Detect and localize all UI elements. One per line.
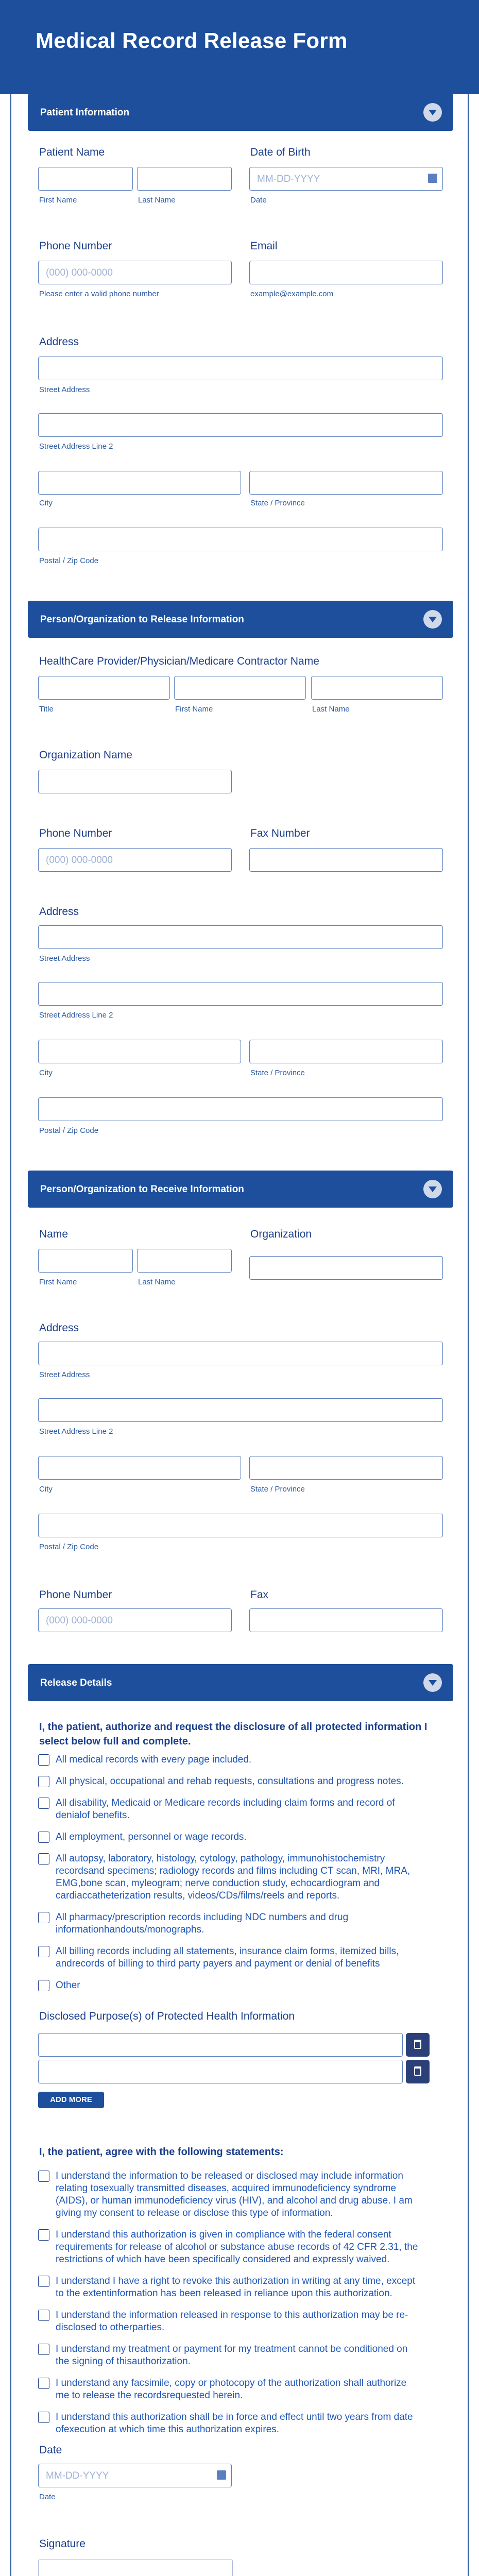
chevron-down-icon[interactable] — [423, 610, 442, 629]
street2-sublabel: Street Address Line 2 — [39, 1011, 113, 1020]
patient-postal-input[interactable] — [38, 528, 443, 551]
release-option-text: All medical records with every page included. — [56, 1754, 252, 1765]
purpose-input-2[interactable] — [38, 2060, 403, 2083]
release-option-text: All physical, occupational and rehab requests, consultations and progress notes. — [56, 1776, 404, 1787]
trash-icon[interactable] — [406, 2060, 430, 2083]
form-title: Medical Record Release Form — [36, 28, 348, 53]
release-option-checkbox[interactable] — [38, 1832, 49, 1843]
calendar-icon[interactable] — [428, 174, 437, 183]
release-option-text: All autopsy, laboratory, histology, cytology, pathology, immunohistochemistry — [56, 1853, 385, 1864]
agree-statement-checkbox[interactable] — [38, 2344, 49, 2355]
calendar-icon[interactable] — [217, 2470, 226, 2480]
release-option-text: All employment, personnel or wage records. — [56, 1832, 247, 1842]
release-option-text: denialof benefits. — [56, 1810, 130, 1821]
org-name-input[interactable] — [38, 770, 232, 793]
release-street-input[interactable] — [38, 925, 443, 949]
state-sublabel: State / Province — [250, 1069, 305, 1077]
signature-pad[interactable] — [38, 2560, 233, 2576]
patient-email-input[interactable] — [249, 261, 443, 284]
signature-label: Signature — [39, 2538, 85, 2550]
agree-statement-text: disclosed to otherparties. — [56, 2322, 165, 2333]
dob-sublabel: Date — [250, 196, 267, 205]
receive-last-name-input[interactable] — [137, 1249, 232, 1273]
add-more-button[interactable]: ADD MORE — [38, 2092, 104, 2108]
agree-statement-text: I understand my treatment or payment for my treatment cannot be conditioned on — [56, 2344, 408, 2354]
agree-statement-checkbox[interactable] — [38, 2276, 49, 2287]
patient-email-label: Email — [250, 240, 278, 252]
phone-placeholder: (000) 000-0000 — [46, 267, 113, 278]
phone-placeholder: (000) 000-0000 — [46, 1615, 113, 1626]
title-sublabel: Title — [39, 705, 54, 714]
section-title: Person/Organization to Receive Information — [40, 1184, 244, 1195]
release-city-input[interactable] — [38, 1040, 241, 1063]
receive-street-input[interactable] — [38, 1342, 443, 1365]
dob-placeholder: MM-DD-YYYY — [257, 174, 320, 184]
section-release-details[interactable] — [28, 1664, 453, 1701]
patient-state-input[interactable] — [249, 471, 443, 495]
release-option-text: Other — [56, 1980, 80, 1991]
release-state-input[interactable] — [249, 1040, 443, 1063]
patient-street2-input[interactable] — [38, 413, 443, 437]
release-postal-input[interactable] — [38, 1097, 443, 1121]
receive-org-label: Organization — [250, 1228, 312, 1240]
section-receive[interactable] — [28, 1171, 453, 1208]
release-intro — [39, 1720, 427, 1749]
section-title: Patient Information — [40, 107, 130, 118]
agree-statement-text: the signing of thisauthorization. — [56, 2356, 191, 2367]
purpose-input-1[interactable] — [38, 2033, 403, 2057]
patient-name-label: Patient Name — [39, 146, 105, 158]
release-phone-input[interactable] — [38, 848, 232, 872]
agree-statement-checkbox[interactable] — [38, 2229, 49, 2241]
agree-statement-text: to the extentinformation has been released in reliance upon this authorization. — [56, 2288, 392, 2299]
street-sublabel: Street Address — [39, 954, 90, 963]
patient-last-name-input[interactable] — [137, 167, 232, 191]
agree-statement-checkbox[interactable] — [38, 2412, 49, 2423]
phone-placeholder: (000) 000-0000 — [46, 855, 113, 866]
date-placeholder: MM-DD-YYYY — [46, 2470, 109, 2481]
first-name-sublabel: First Name — [39, 196, 77, 205]
trash-icon[interactable] — [406, 2033, 430, 2057]
agree-label: I, the patient, agree with the following statements: — [39, 2146, 284, 2158]
patient-first-name-input[interactable] — [38, 167, 133, 191]
chevron-down-icon[interactable] — [423, 1180, 442, 1198]
release-option-text: All billing records including all statements, insurance claim forms, itemized bills, — [56, 1946, 399, 1957]
dob-input[interactable] — [249, 167, 443, 191]
state-sublabel: State / Province — [250, 499, 305, 507]
state-sublabel: State / Province — [250, 1485, 305, 1494]
agree-statement-text: I understand this authorization shall be in force and effect until two years from date — [56, 2412, 413, 2422]
agree-statement-text: ofexecution at which time this authorization expires. — [56, 2424, 280, 2435]
agree-statement-text: relating tosexually transmitted diseases, acquired immunodeficiency syndrome — [56, 2183, 397, 2194]
receive-name-label: Name — [39, 1228, 69, 1240]
first-name-sublabel: First Name — [39, 1278, 77, 1286]
street2-sublabel: Street Address Line 2 — [39, 442, 113, 451]
chevron-down-icon[interactable] — [423, 1673, 442, 1692]
receive-first-name-input[interactable] — [38, 1249, 133, 1273]
release-option-checkbox[interactable] — [38, 1754, 49, 1766]
release-option-checkbox[interactable] — [38, 1980, 49, 1991]
provider-first-name-input[interactable] — [174, 676, 306, 700]
release-street2-input[interactable] — [38, 982, 443, 1006]
section-title: Person/Organization to Release Information — [40, 614, 244, 625]
patient-city-input[interactable] — [38, 471, 241, 495]
release-fax-label: Fax Number — [250, 827, 310, 839]
provider-last-name-input[interactable] — [311, 676, 443, 700]
release-option-text: andrecords of billing to third party payers and payment or denial of benefits — [56, 1958, 380, 1969]
form-body — [10, 94, 469, 2576]
street-sublabel: Street Address — [39, 385, 90, 394]
agree-statement-text: I understand this authorization is given in compliance with the federal consent — [56, 2229, 391, 2240]
release-fax-input[interactable] — [249, 848, 443, 872]
date-input[interactable] — [38, 2464, 232, 2487]
receive-street2-input[interactable] — [38, 1398, 443, 1422]
receive-phone-input[interactable] — [38, 1608, 232, 1632]
email-sublabel: example@example.com — [250, 290, 334, 298]
agree-statement-text: I understand the information to be released or disclosed may include information — [56, 2171, 403, 2181]
signature-scribble-icon — [39, 2560, 232, 2576]
agree-statement-text: giving my consent to release or disclose this type of information. — [56, 2208, 333, 2218]
receive-address-label: Address — [39, 1322, 79, 1334]
agree-statement-checkbox[interactable] — [38, 2310, 49, 2321]
release-option-text: All pharmacy/prescription records including NDC numbers and drug — [56, 1912, 349, 1923]
patient-phone-label: Phone Number — [39, 240, 112, 252]
city-sublabel: City — [39, 499, 53, 507]
agree-statement-text: I understand any facsimile, copy or photocopy of the authorization shall authorize — [56, 2378, 407, 2388]
postal-sublabel: Postal / Zip Code — [39, 1543, 99, 1551]
release-intro-line: I, the patient, authorize and request the disclosure of all protected information I — [39, 1721, 427, 1733]
street-sublabel: Street Address — [39, 1370, 90, 1379]
agree-statement-text: restrictions of which have been specifically considered and expressly waived. — [56, 2254, 390, 2265]
receive-state-input[interactable] — [249, 1456, 443, 1480]
provider-name-label: HealthCare Provider/Physician/Medicare Contractor Name — [39, 655, 319, 667]
chevron-down-icon[interactable] — [423, 103, 442, 122]
release-intro-line: select below full and complete. — [39, 1736, 191, 1747]
section-patient-information[interactable] — [28, 94, 453, 131]
date-sublabel: Date — [39, 2493, 56, 2501]
phone-sublabel: Please enter a valid phone number — [39, 290, 159, 298]
release-option-checkbox[interactable] — [38, 1776, 49, 1787]
agree-statement-checkbox[interactable] — [38, 2378, 49, 2389]
release-option-text: cardiaccatheterization results, videos/CDs/films/reels and reports. — [56, 1890, 340, 1901]
release-option-checkbox[interactable] — [38, 1798, 49, 1809]
dob-label: Date of Birth — [250, 146, 311, 158]
first-name-sublabel: First Name — [175, 705, 213, 714]
purpose-label: Disclosed Purpose(s) of Protected Health Information — [39, 2010, 295, 2022]
org-name-label: Organization Name — [39, 749, 132, 761]
patient-street-input[interactable] — [38, 357, 443, 380]
city-sublabel: City — [39, 1069, 53, 1077]
last-name-sublabel: Last Name — [138, 1278, 176, 1286]
agree-statement-text: me to release the recordsrequested herein. — [56, 2390, 243, 2401]
city-sublabel: City — [39, 1485, 53, 1494]
agree-statement-text: I understand I have a right to revoke this authorization in writing at any time, except — [56, 2276, 416, 2286]
agree-statement-text: I understand the information released in response to this authorization may be re- — [56, 2310, 408, 2320]
date-label: Date — [39, 2444, 62, 2456]
postal-sublabel: Postal / Zip Code — [39, 1126, 99, 1135]
patient-address-label: Address — [39, 336, 79, 348]
release-option-text: All disability, Medicaid or Medicare records including claim forms and record of — [56, 1798, 395, 1808]
agree-statement-text: requirements for release of alcohol or substance abuse records of 42 CFR 2.31, the — [56, 2242, 418, 2252]
receive-city-input[interactable] — [38, 1456, 241, 1480]
release-phone-label: Phone Number — [39, 827, 112, 839]
release-option-checkbox[interactable] — [38, 1853, 49, 1865]
section-title: Release Details — [40, 1677, 112, 1688]
section-release-from[interactable] — [28, 601, 453, 638]
patient-phone-input[interactable] — [38, 261, 232, 284]
receive-phone-label: Phone Number — [39, 1589, 112, 1601]
release-option-text: recordsand specimens; radiology records and films including CT scan, MRI, MRA, — [56, 1866, 410, 1876]
receive-postal-input[interactable] — [38, 1514, 443, 1537]
form-header — [0, 0, 479, 94]
release-option-checkbox[interactable] — [38, 1946, 49, 1957]
last-name-sublabel: Last Name — [138, 196, 176, 205]
release-option-checkbox[interactable] — [38, 1912, 49, 1923]
agree-statement-text: (AIDS), or human immunodeficiency virus (HIV), and alcohol and drug abuse. I am — [56, 2195, 413, 2206]
postal-sublabel: Postal / Zip Code — [39, 556, 99, 565]
last-name-sublabel: Last Name — [312, 705, 350, 714]
release-option-text: informationhandouts/monographs. — [56, 1924, 204, 1935]
receive-fax-input[interactable] — [249, 1608, 443, 1632]
provider-title-input[interactable] — [38, 676, 170, 700]
agree-statement-checkbox[interactable] — [38, 2171, 49, 2182]
release-option-text: EMG,bone scan, myleogram; nerve conduction study, echocardiogram and — [56, 1878, 380, 1889]
receive-fax-label: Fax — [250, 1589, 269, 1601]
street2-sublabel: Street Address Line 2 — [39, 1427, 113, 1436]
receive-org-input[interactable] — [249, 1256, 443, 1280]
release-address-label: Address — [39, 906, 79, 918]
